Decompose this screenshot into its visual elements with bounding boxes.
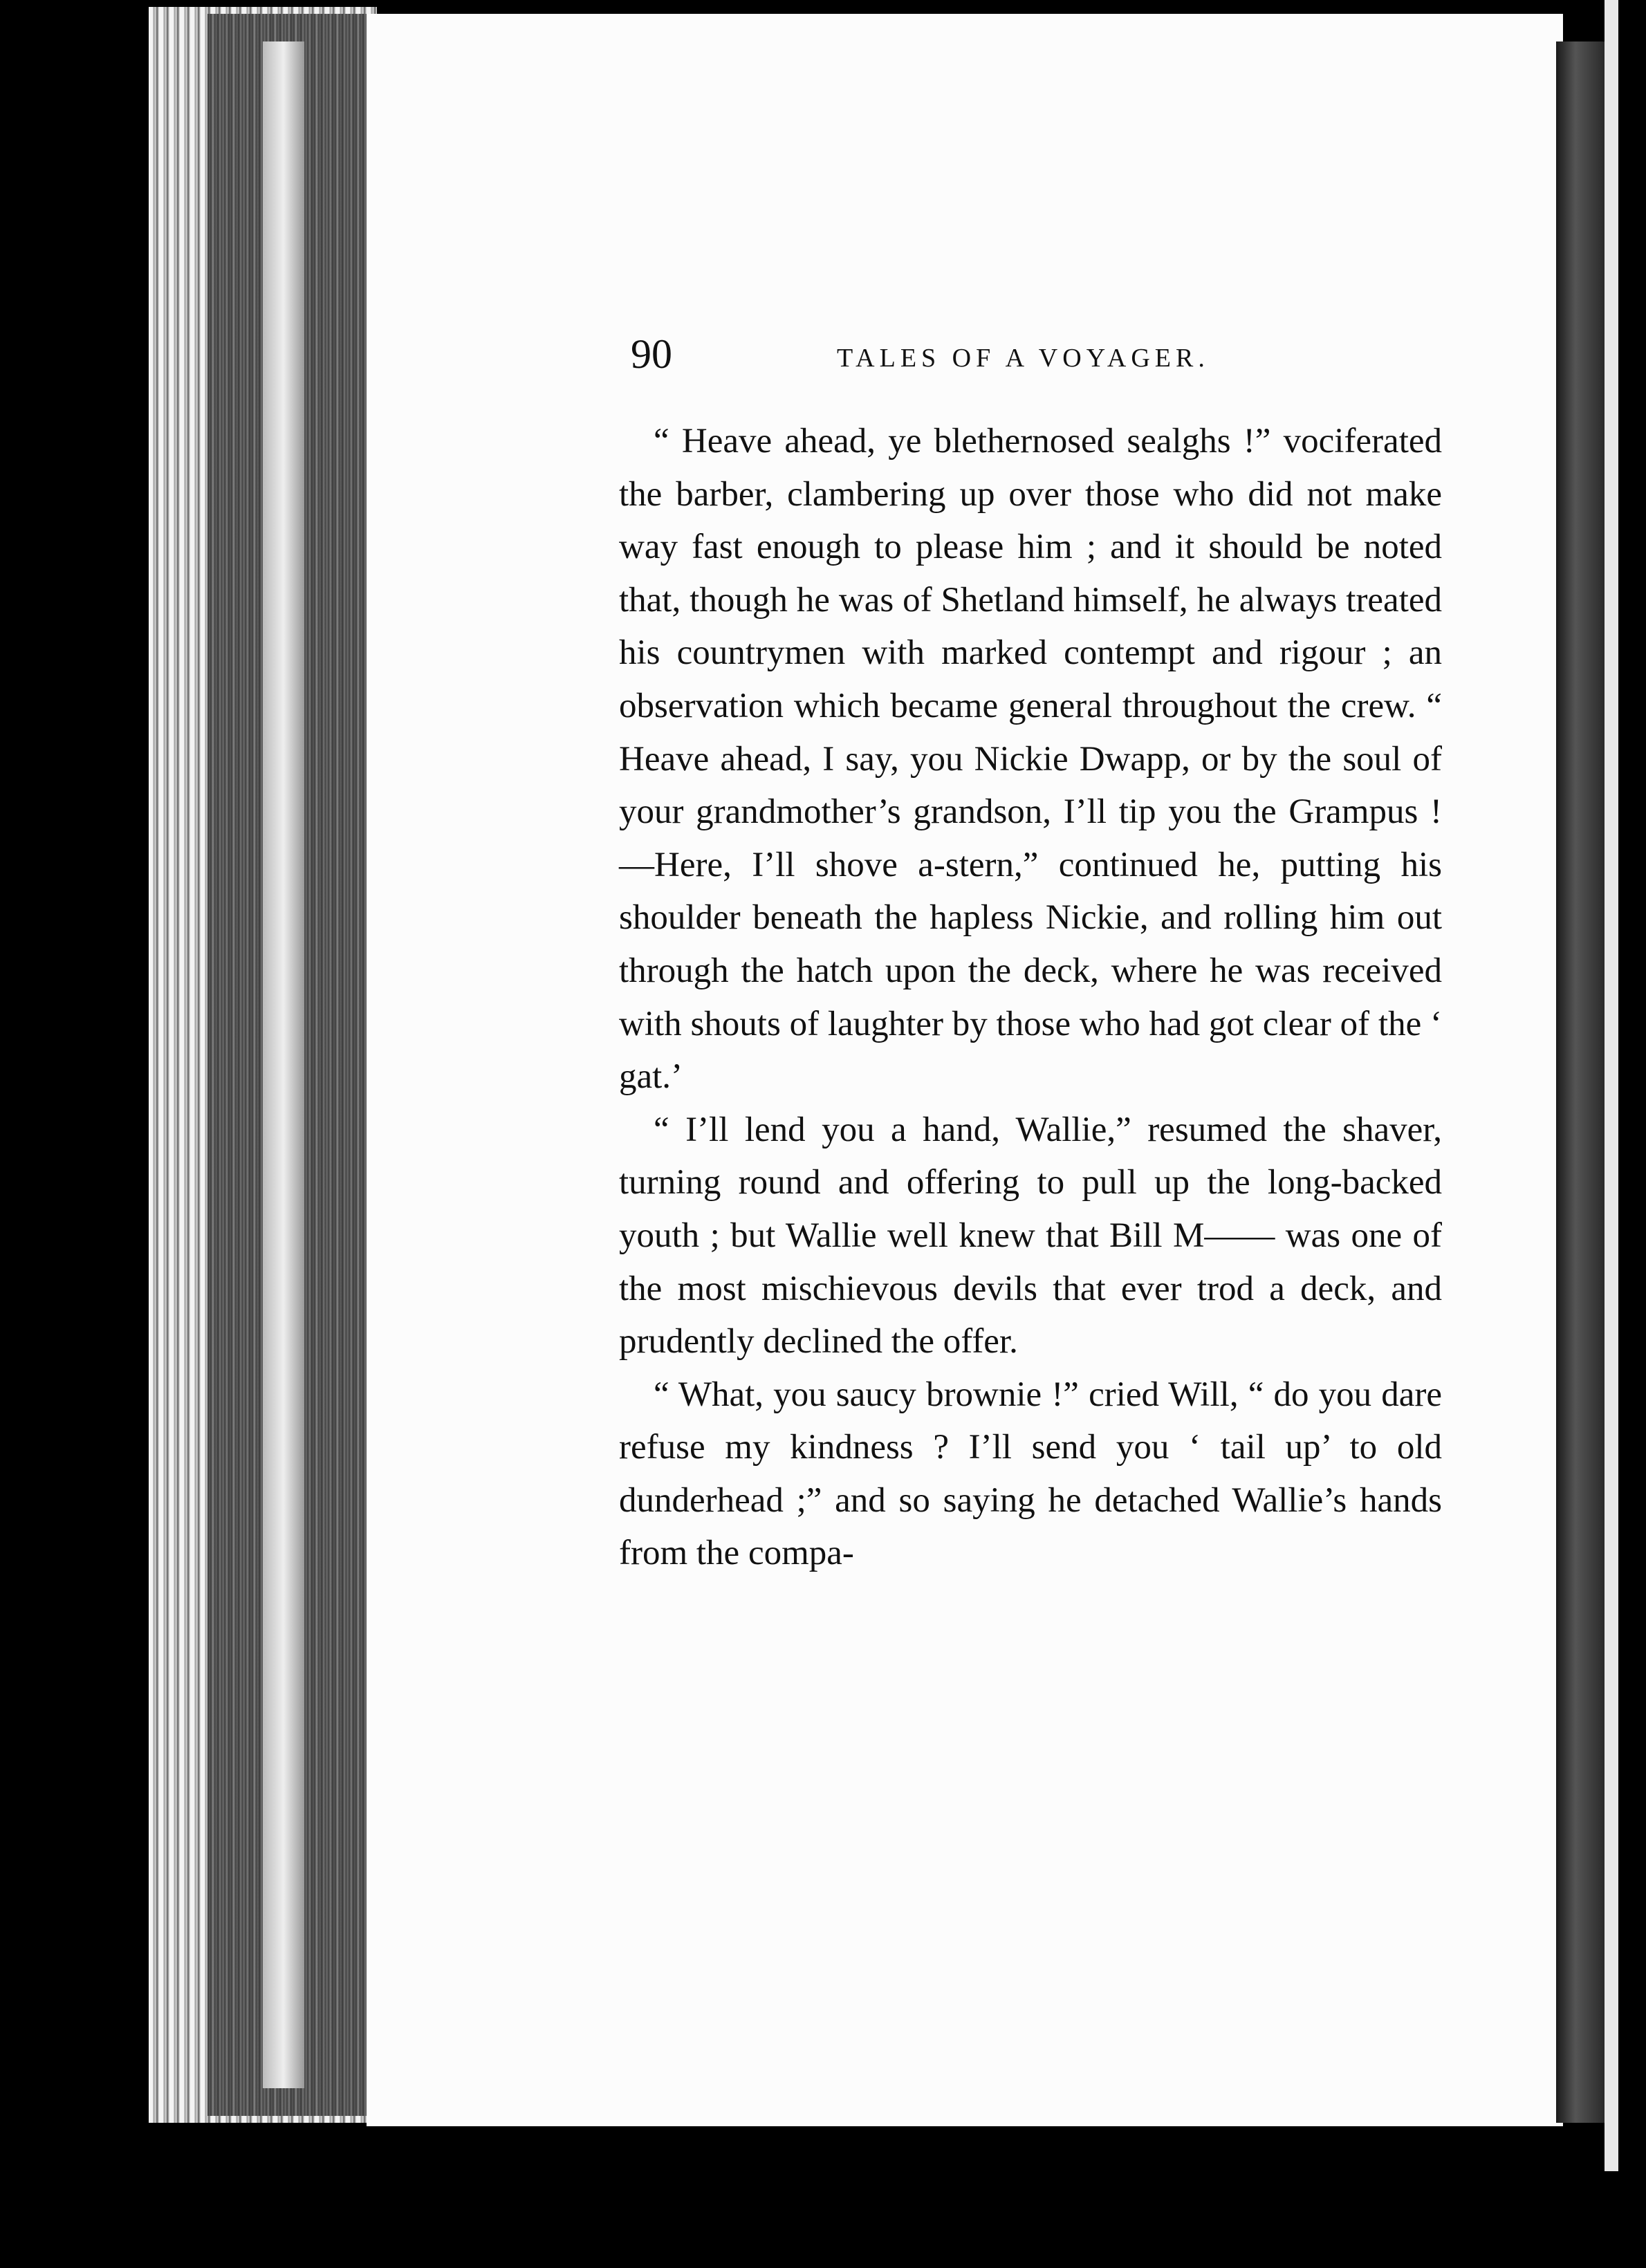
running-head: TALES OF A VOYAGER. xyxy=(837,344,1210,373)
paragraph: “ Heave ahead, ye blethernosed sealghs !” vociferated the barber, clambering up over those who did not make way fast enough to please him ; and it should be noted that, though he was of Shetland himself, he always treated his countrymen with marked contempt and rigour ; an observation which became general throughout the crew. “ Heave ahead, I say, you Nickie Dwapp, or by the soul of your grandmother’s grandson, I’ll tip you the Grampus ! —Here, I’ll shove a-stern,” continued he, putting his shoulder beneath the hapless Nickie, and rolling him out through the hatch upon the deck, where he was received with shouts of laughter by those who had got clear of the ‘ gat.’ xyxy=(619,422,1442,1097)
book-binding-edge xyxy=(1605,0,1618,2171)
page-header xyxy=(622,331,1445,386)
paragraph: “ I’ll lend you a hand, Wallie,” resumed the shaver, turning round and offering to pull up the long-backed youth ; but Wallie well knew that Bill M—— was one of the most mischievous devils that ever trod a deck, and prudently declined the offer. xyxy=(619,1110,1442,1361)
body-text xyxy=(619,415,1442,1580)
page-edges-highlight xyxy=(263,41,304,2088)
paragraph: “ What, you saucy brownie !” cried Will, “ do you dare refuse my kindness ? I’ll send you ‘ tail up’ to old dunderhead ;” and so saying he detached Wallie’s hands from the compa- xyxy=(619,1375,1442,1573)
page-number: 90 xyxy=(631,331,672,377)
book-binding xyxy=(1556,41,1605,2123)
